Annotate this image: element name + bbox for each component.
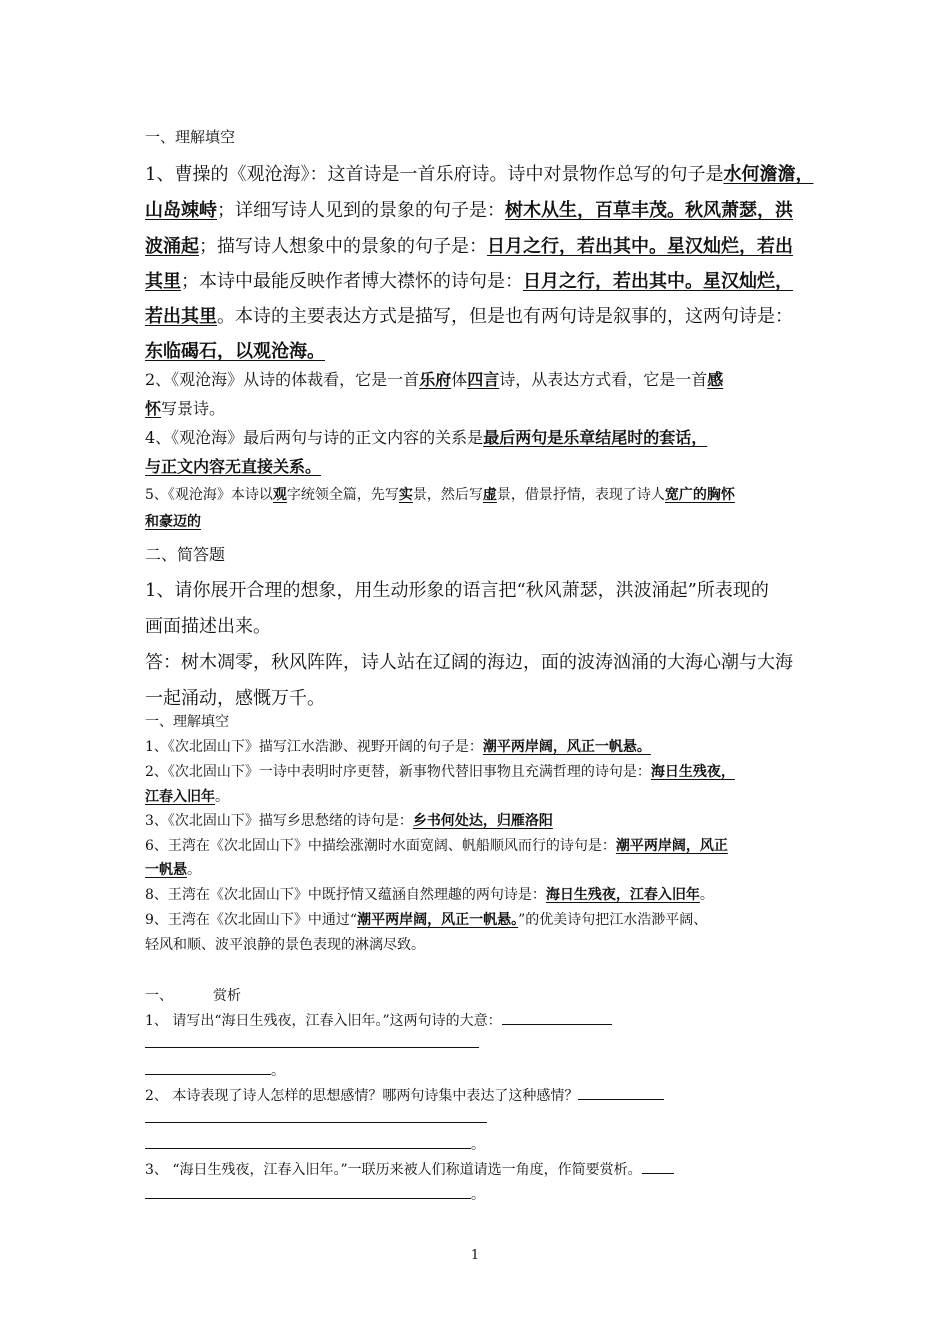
s3-q3 — [145, 810, 553, 830]
q5-text-2: 字统领全篇，先写 — [286, 487, 399, 503]
s4-q2-blank-line-2 — [145, 1134, 485, 1154]
q2-answer-2: 四言 — [467, 370, 500, 389]
q2-answer-1: 乐府 — [419, 370, 452, 389]
q1-line-4 — [145, 267, 793, 293]
s4-q2-text: 2、 本诗表现了诗人怎样的思想感情？哪两句诗集中表达了这种感情？ — [145, 1088, 579, 1104]
q5-text-1: 5、《观沧海》本诗以 — [145, 487, 273, 503]
s3-q8-text: 8、王湾在《次北固山下》中既抒情又蕴涵自然理趣的两句诗是： — [145, 887, 546, 903]
q1-text-3: ；描写诗人想象中的景象的句子是： — [199, 236, 487, 257]
q2-text-4: 写景诗。 — [161, 399, 226, 418]
q5-answer-1: 观 — [272, 487, 287, 503]
q1-line-6 — [145, 337, 325, 363]
q5-answer-2: 实 — [398, 487, 413, 503]
q5-line-1 — [145, 484, 735, 504]
q4-answer-1a: 最后两句是乐章结尾时的套话， — [483, 428, 708, 447]
q4-answer-1b: 与正文内容无直接关系。 — [145, 457, 322, 476]
q2-line-1 — [145, 367, 723, 390]
s4-q2 — [145, 1085, 664, 1105]
s2-q1-line-2: 画面描述出来。 — [145, 616, 271, 637]
period: 。 — [271, 1063, 285, 1079]
q2-line-2 — [145, 396, 225, 419]
answer-blank[interactable] — [145, 1147, 471, 1149]
q1-text-2: ；详细写诗人见到的景象的句子是： — [217, 200, 505, 221]
s4-q1-text: 1、 请写出“海日生残夜，江春入旧年。”这两句诗的大意： — [145, 1013, 502, 1029]
s3-q8 — [145, 884, 714, 904]
s3-q2-line-2 — [145, 786, 229, 806]
s4-heading-text: 赏析 — [213, 988, 241, 1004]
q1-text-1: 1、曹操的《观沧海》：这首诗是一首乐府诗。诗中对景物作总写的句子是 — [145, 164, 724, 185]
s3-q8-answer: 海日生残夜，江春入旧年 — [545, 887, 700, 903]
s3-q6-line-1 — [145, 835, 728, 855]
s4-q1-blank-line-1 — [145, 1036, 479, 1052]
s3-q2-end: 。 — [215, 789, 229, 805]
s3-q2-text: 2、《次北固山下》一诗中表明时序更替，新事物代替旧事物且充满哲理的诗句是： — [145, 764, 651, 780]
q1-answer-5: 东临碣石，以观沧海。 — [145, 341, 325, 362]
q5-answer-4b: 和豪迈的 — [145, 514, 201, 530]
section-heading-4 — [145, 985, 241, 1005]
period: 。 — [471, 1187, 485, 1203]
q1-answer-3b: 其里 — [145, 271, 181, 292]
s3-q9-answer: 潮平两岸阔，风正一帆悬。 — [357, 912, 519, 928]
q5-answer-4a: 宽广的胸怀 — [664, 487, 735, 503]
q1-line-5 — [145, 302, 793, 328]
q1-text-4: ；本诗中最能反映作者博大襟怀的诗句是： — [181, 271, 523, 292]
q4-line-1 — [145, 425, 707, 448]
s3-q9-text: 9、王湾在《次北固山下》中通过“ — [145, 912, 358, 928]
q4-text-1: 4、《观沧海》最后两句与诗的正文内容的关系是 — [145, 428, 484, 447]
s4-q3-text: 3、 “海日生残夜，江春入旧年。”一联历来被人们称道请选一角度，作简要赏析。 — [145, 1162, 642, 1178]
s4-q3-blank-line-1 — [145, 1184, 485, 1204]
q5-line-2 — [145, 511, 201, 531]
s2-answer-line-1: 答：树木凋零，秋风阵阵，诗人站在辽阔的海边，面的波涛汹涌的大海心潮与大海 — [145, 652, 793, 673]
q1-answer-2a: 树木从生，百草丰茂。秋风萧瑟，洪 — [505, 200, 793, 221]
q1-answer-3a: 日月之行，若出其中。星汉灿烂，若出 — [487, 236, 793, 257]
s3-q9-line-1 — [145, 909, 707, 929]
q2-answer-3b: 怀 — [145, 399, 162, 418]
s3-q9-text-2: ”的优美诗句把江水浩渺平阔、 — [518, 912, 708, 928]
q5-text-4: 景，借景抒情，表现了诗人 — [496, 487, 665, 503]
q2-text-1: 2、《观沧海》从诗的体裁看，它是一首 — [145, 370, 420, 389]
s3-q6-answer-2: 一帆悬 — [145, 862, 187, 878]
q2-text-3: 诗，从表达方式看，它是一首 — [499, 370, 708, 389]
answer-blank[interactable] — [502, 1023, 612, 1025]
q1-line-3 — [145, 232, 793, 258]
s3-q1-answer: 潮平两岸阔，风正一帆悬。 — [482, 739, 651, 755]
q5-answer-3: 虚 — [482, 487, 497, 503]
section-heading-3: 一、理解填空 — [145, 714, 229, 730]
q1-answer-4a: 日月之行，若出其中。星汉灿烂， — [523, 271, 793, 292]
answer-blank[interactable] — [145, 1073, 271, 1075]
s3-q1 — [145, 736, 651, 756]
s4-q1 — [145, 1010, 612, 1030]
s3-q9-line-2: 轻风和顺、波平浪静的景色表现的淋漓尽致。 — [145, 937, 425, 953]
q1-text-5: 。本诗的主要表达方式是描写，但是也有两句诗是叙事的，这两句诗是： — [217, 306, 793, 327]
q1-line-2 — [145, 196, 793, 222]
s3-q1-text: 1、《次北固山下》描写江水浩渺、视野开阔的句子是： — [145, 739, 483, 755]
page-number: 1 — [470, 1248, 480, 1263]
answer-blank[interactable] — [642, 1172, 674, 1174]
section-heading: 一、理解填空 — [145, 128, 236, 146]
s3-q6-text: 6、王湾在《次北固山下》中描绘涨潮时水面宽阔、帆船顺风而行的诗句是： — [145, 838, 616, 854]
s2-q1-line-1: 1、请你展开合理的想象，用生动形象的语言把“秋风萧瑟，洪波涌起”所表现的 — [145, 580, 769, 601]
s4-q2-blank-line-1 — [145, 1111, 487, 1127]
s3-q6-line-2 — [145, 859, 201, 879]
s2-answer-line-2: 一起涌动，感慨万千。 — [145, 688, 325, 709]
s3-q6-end: 。 — [187, 862, 201, 878]
q5-text-3: 景，然后写 — [412, 487, 483, 503]
s3-q2-line-1 — [145, 761, 735, 781]
q1-answer-1a: 水何澹澹， — [723, 164, 814, 185]
answer-blank[interactable] — [578, 1098, 664, 1100]
s4-q3 — [145, 1159, 674, 1179]
q1-answer-2b: 波涌起 — [145, 236, 199, 257]
q1-line-1 — [145, 160, 813, 186]
answer-blank[interactable] — [145, 1046, 479, 1048]
answer-blank[interactable] — [145, 1197, 471, 1199]
q1-answer-4b: 若出其里 — [145, 306, 217, 327]
section-heading-2: 二、简答题 — [145, 545, 226, 564]
s3-q3-text: 3、《次北固山下》描写乡思愁绪的诗句是： — [145, 813, 413, 829]
s3-q2-answer-2: 江春入旧年 — [145, 789, 215, 805]
s4-heading-num: 一、 — [145, 988, 173, 1004]
s3-q8-end: 。 — [699, 887, 714, 903]
s3-q6-answer-1: 潮平两岸阔，风正 — [615, 838, 728, 854]
q2-answer-3a: 感 — [707, 370, 724, 389]
q2-text-2: 体 — [451, 370, 468, 389]
s3-q3-answer: 乡书何处达，归雁洛阳 — [412, 813, 553, 829]
s3-q2-answer-1: 海日生残夜， — [650, 764, 735, 780]
s4-q1-blank-line-2 — [145, 1060, 285, 1080]
q4-line-2 — [145, 454, 321, 477]
answer-blank[interactable] — [145, 1121, 487, 1123]
period: 。 — [471, 1137, 485, 1153]
q1-answer-1b: 山岛竦峙 — [145, 200, 217, 221]
